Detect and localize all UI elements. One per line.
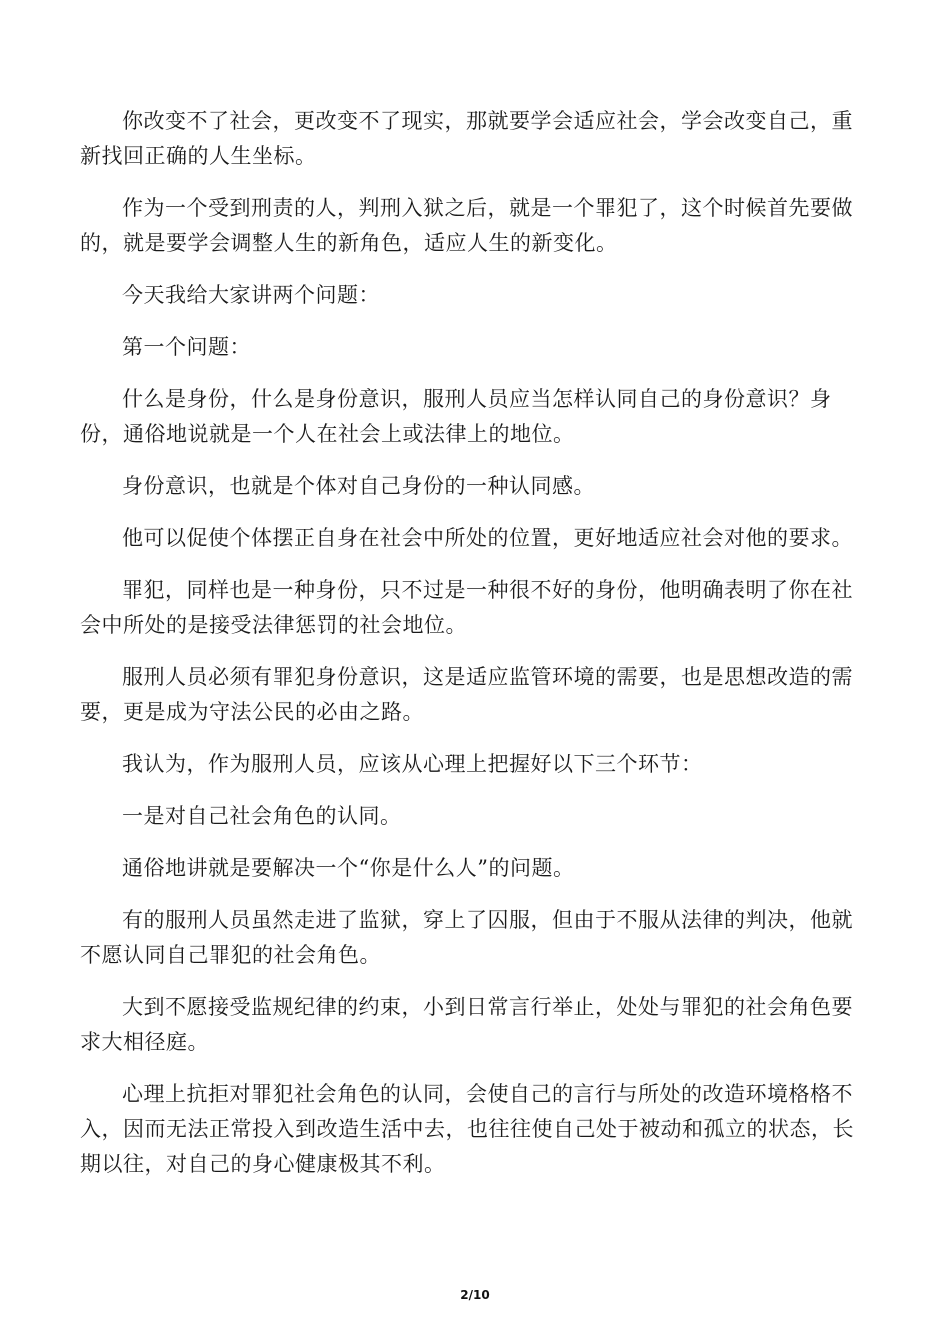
paragraph: 今天我给大家讲两个问题： xyxy=(122,283,380,307)
paragraph: 心理上抗拒对罪犯社会角色的认同，会使自己的言行与所处的改造环境格格不入，因而无法正常投入到改造生活中去，也往往使自己处于被动和孤立的状态，长期以往，对自己的身心健康极其不利。 xyxy=(80,1082,854,1176)
paragraph: 我认为，作为服刑人员，应该从心理上把握好以下三个环节： xyxy=(122,752,703,776)
paragraph: 身份意识，也就是个体对自己身份的一种认同感。 xyxy=(122,474,595,498)
paragraph: 你改变不了社会，更改变不了现实，那就要学会适应社会，学会改变自己，重新找回正确的人生坐标。 xyxy=(80,109,853,168)
document-body xyxy=(80,104,866,1199)
paragraph: 一是对自己社会角色的认同。 xyxy=(122,804,402,828)
paragraph: 作为一个受到刑责的人，判刑入狱之后，就是一个罪犯了，这个时候首先要做的，就是要学会调整人生的新角色，适应人生的新变化。 xyxy=(80,196,853,255)
paragraph: 他可以促使个体摆正自身在社会中所处的位置，更好地适应社会对他的要求。 xyxy=(122,526,853,550)
paragraph: 通俗地讲就是要解决一个“你是什么人”的问题。 xyxy=(122,856,575,880)
paragraph: 有的服刑人员虽然走进了监狱，穿上了囚服，但由于不服从法律的判决，他就不愿认同自己罪犯的社会角色。 xyxy=(80,908,853,967)
paragraph: 第一个问题： xyxy=(122,335,251,359)
paragraph: 罪犯，同样也是一种身份，只不过是一种很不好的身份，他明确表明了你在社会中所处的是接受法律惩罚的社会地位。 xyxy=(80,578,853,637)
page-number: 2/10 xyxy=(460,1288,490,1302)
paragraph: 什么是身份，什么是身份意识，服刑人员应当怎样认同自己的身份意识？身份，通俗地说就是一个人在社会上或法律上的地位。 xyxy=(80,387,832,446)
paragraph: 服刑人员必须有罪犯身份意识，这是适应监管环境的需要，也是思想改造的需要，更是成为守法公民的必由之路。 xyxy=(80,665,853,724)
paragraph: 大到不愿接受监规纪律的约束，小到日常言行举止，处处与罪犯的社会角色要求大相径庭。 xyxy=(80,995,853,1054)
